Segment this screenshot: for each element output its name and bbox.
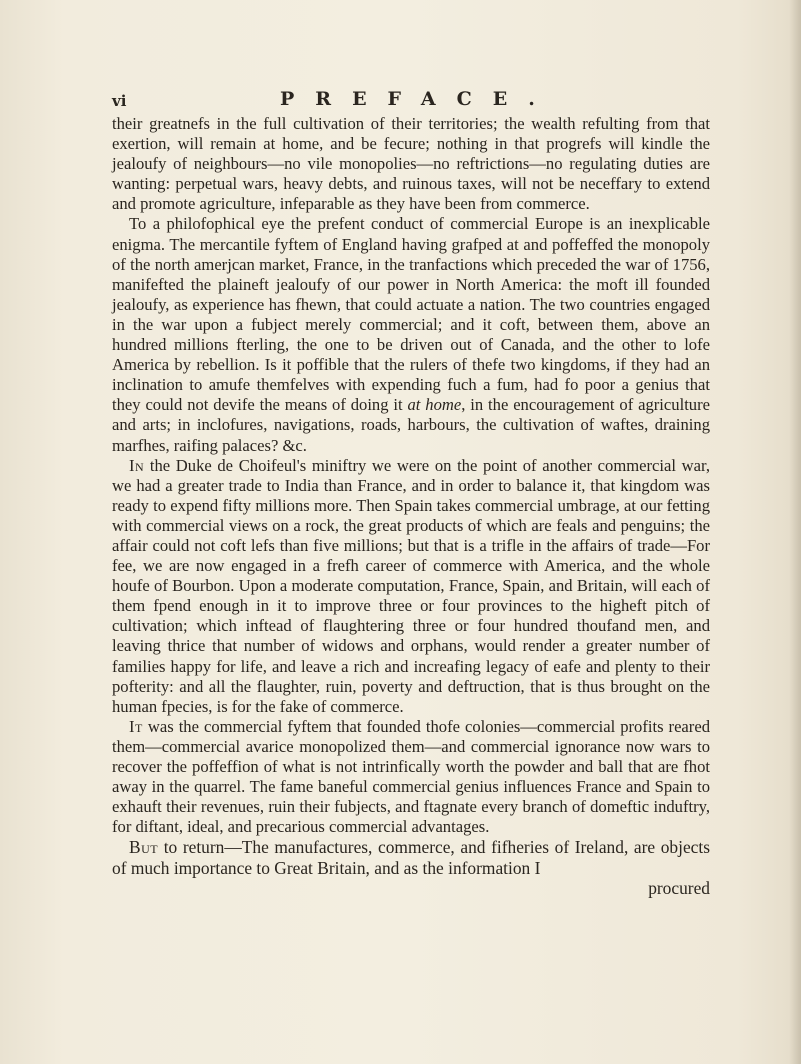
body-text [112,114,710,899]
page-number: vi [112,92,127,110]
paragraph-3: In the Duke de Choifeul's miniftry we were on the point of another commercial war, we had a greater trade to India than France, and in order to balance it, that kingdom was ready to expend fifty millions more. Then Spain takes commercial umbrage, at our fetting with commercial views on a rock, the great products of which are feals and penguins; the affair could not coft lefs than five millions; but that is a trifle in the affairs of trade—For fee, we are now engaged in a frefh career of commerce with America, and the whole houfe of Bourbon. Upon a moderate computation, France, Spain, and Britain, will each of them fpend enough in it to improve three or four provinces to the higheft pitch of cultivation; which inftead of flaughtering three or four hundred thoufand men, and leaving thrice that number of widows and orphans, would render a greater number of families happy for life, and leave a rich and increafing legacy of eafe and plenty to their pofterity: and all the flaughter, ruin, poverty and deftruction, that is thus brought on the human fpecies, is for the fake of commerce. [112,455,710,716]
paragraph-lead: But [129,837,159,858]
paragraph-lead: In [129,455,145,475]
paragraph-4: It was the commercial fyftem that founded thofe colonies—commercial profits reared them—commercial avarice monopolized them—and commercial ignorance now wars to recover the poffeffion of what is not intrinfically worth the powder and ball that are fhot away in the quarrel. The fame baneful commercial genius influences France and Spain to exhauft their revenues, ruin their fubjects, and ftagnate every branch of domeftic induftry, for diftant, ideal, and precarious commercial advantages. [112,716,710,837]
paragraph-lead: It [129,716,143,736]
running-title: PREFACE. [280,88,556,110]
paragraph-5: But to return—The manufactures, commerce, and fifheries of Ireland, are objects of much importance to Great Britain, and as the information I [112,837,710,878]
scan-shadow [789,0,801,1064]
page-header [112,88,711,112]
catchword: procured [648,878,710,899]
emphasis-at-home: at home [407,395,462,415]
paragraph-2: To a philofophical eye the prefent conduct of commercial Europe is an inexplicable enigma. The mercantile fyftem of England having grafped at and poffeffed the monopoly of the north amerjcan market, France, in the tranfactions which preceded the war of 1756, manifefted the plaineft jealoufy of our power in North America: the moft ill founded jealoufy, as experience has fhewn, that could actuate a nation. The two countries engaged in the war upon a fubject merely commercial; and it coft, between them, above an hundred millions fterling, the one to be driven out of Canada, and the other to lofe America by rebellion. Is it poffible that the rulers of thefe two kingdoms, if they had an inclination to amufe themfelves with expending fuch a fum, had fo poor a genius that they could not devife the means of doing it at home, in the encouragement of agriculture and arts; in inclofures, navigations, roads, harbours, the cultivation of waftes, draining marfhes, raifing palaces? &c. [112,214,710,455]
paragraph-1: their greatnefs in the full cultivation of their territories; the wealth refulting from that exertion, will remain at home, and be fecure; nothing in that progrefs will kindle the jealoufy of neighbours—no vile monopolies—no reftrictions—no regulating duties are wanting: perpetual wars, heavy debts, and ruinous taxes, will not be neceffary to extend and promote agriculture, infeparable as they have been from commerce. [112,114,710,214]
